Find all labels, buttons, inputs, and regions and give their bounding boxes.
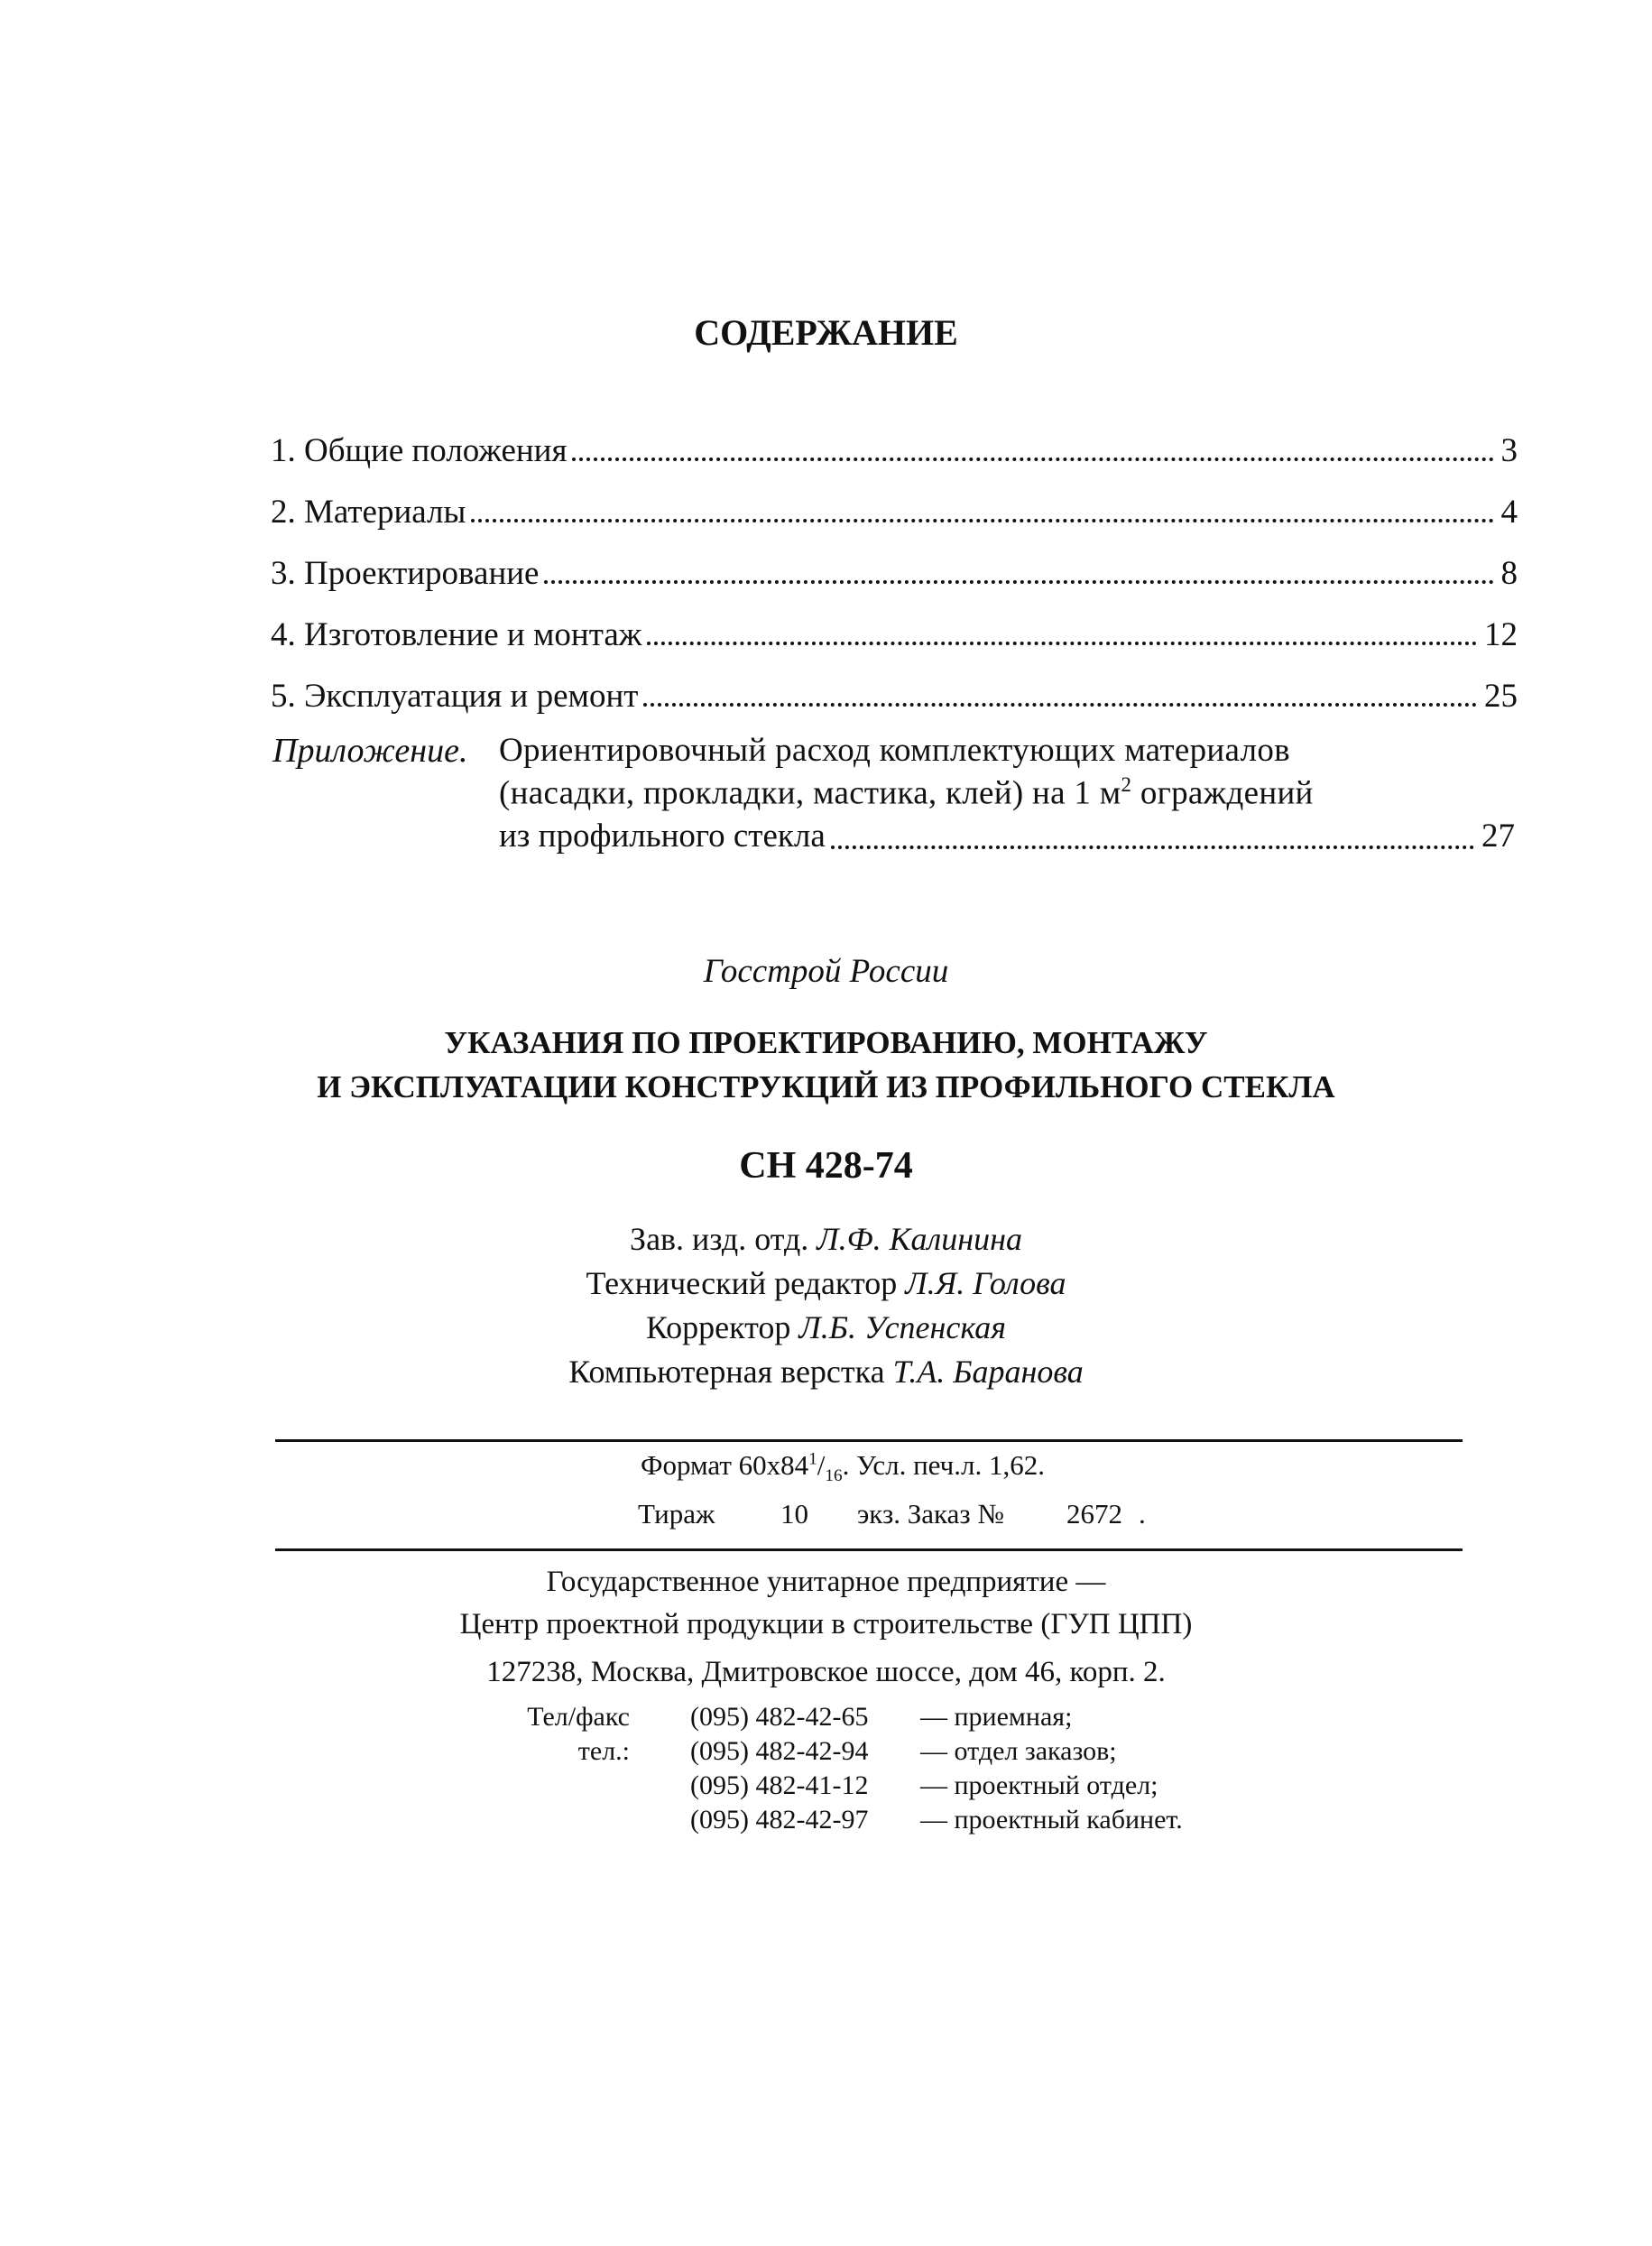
order-value: 2672 [1066,1498,1122,1530]
toc-item-label: 4. Изготовление и монтаж [271,616,642,653]
doc-title-line-1: УКАЗАНИЯ ПО ПРОЕКТИРОВАНИЮ, МОНТАЖУ [444,1025,1208,1060]
format-slash: / [817,1449,826,1481]
format-sup: 1 [808,1449,817,1469]
toc-item [271,547,1518,590]
order-end: . [1139,1498,1146,1530]
toc-item [271,485,1518,529]
dot-leader [544,580,1493,584]
credit-role: Зав. изд. отд. [630,1221,809,1257]
credit-line [0,1308,1652,1346]
appendix-tag: Приложение. [272,732,468,770]
format-sub: 16 [825,1466,843,1486]
divider [275,1548,1463,1551]
toc-item [271,608,1518,652]
order-label: экз. Заказ № [857,1498,1004,1530]
credit-role: Корректор [645,1309,791,1345]
appendix-line-1: Ориентировочный расход комплектующих материалов [499,732,1290,769]
credit-name: Л.Я. Голова [905,1265,1066,1301]
contact-phone: (095) 482-41-12 [690,1770,869,1800]
toc-item-page: 8 [1500,555,1518,592]
credit-role: Технический редактор [586,1265,898,1301]
publisher-line-1: Государственное унитарное предприятие — [546,1566,1106,1598]
toc-item [271,670,1518,713]
credit-name: Л.Ф. Калинина [817,1221,1022,1257]
contact-phone: (095) 482-42-94 [690,1736,869,1766]
toc-item-label: 2. Материалы [271,494,466,531]
contact-desc: — проектный отдел; [920,1770,1158,1800]
publisher-line-2: Центр проектной продукции в строительстве (ГУП ЦПП) [459,1608,1193,1641]
toc-item-label: 5. Эксплуатация и ремонт [271,678,639,715]
credit-line [0,1264,1652,1302]
credit-role: Компьютерная верстка [568,1354,885,1390]
toc-heading: СОДЕРЖАНИЕ [694,312,958,353]
appendix-page: 27 [1481,818,1515,855]
format-text: Формат 60x84 [641,1449,809,1481]
appendix-line-2 [499,773,1314,812]
toc-item-page: 3 [1500,432,1518,469]
contact-desc: — отдел заказов; [920,1736,1117,1766]
dot-leader [831,846,1474,849]
appendix-line-2-text: (насадки, прокладки, мастика, клей) на 1 м [499,774,1121,812]
credit-name: Л.Б. Успенская [798,1309,1007,1345]
superscript: 2 [1121,773,1132,796]
publisher-address: 127238, Москва, Дмитровское шоссе, дом 46, корп. 2. [486,1656,1166,1688]
format-tail: . Усл. печ.л. 1,62. [842,1449,1045,1481]
contact-desc: — проектный кабинет. [920,1805,1183,1835]
dot-leader [471,519,1493,522]
doc-title-line-2: И ЭКСПЛУАТАЦИИ КОНСТРУКЦИЙ ИЗ ПРОФИЛЬНОГО СТЕКЛА [317,1069,1335,1105]
credit-name: Т.А. Баранова [892,1354,1084,1390]
toc-item-page: 4 [1500,494,1518,531]
toc-item [271,424,1518,467]
toc-item-label: 1. Общие положения [271,432,568,469]
divider [275,1439,1463,1442]
dot-leader [572,458,1493,461]
contact-label: Тел/факс [527,1702,630,1732]
contact-phone: (095) 482-42-65 [690,1702,869,1732]
toc-item-page: 12 [1484,616,1518,653]
dot-leader [643,703,1477,707]
toc-item-label: 3. Проектирование [271,555,540,592]
appendix-line-2-tail: ограждений [1131,774,1314,812]
tirazh-value: 10 [780,1498,808,1530]
credit-line [0,1220,1652,1258]
toc-item-page: 25 [1484,678,1518,715]
format-line [641,1449,1045,1486]
credit-line [0,1353,1652,1391]
dot-leader [647,642,1477,645]
contact-label: тел.: [577,1736,630,1766]
contact-phone: (095) 482-42-97 [690,1805,869,1835]
agency: Госстрой России [703,953,949,990]
appendix-line-3 [499,812,1515,855]
tirazh-label: Тираж [638,1498,715,1530]
contact-desc: — приемная; [920,1702,1073,1732]
appendix-line-3-text: из профильного стекла [499,818,826,855]
doc-code: СН 428-74 [739,1145,913,1187]
